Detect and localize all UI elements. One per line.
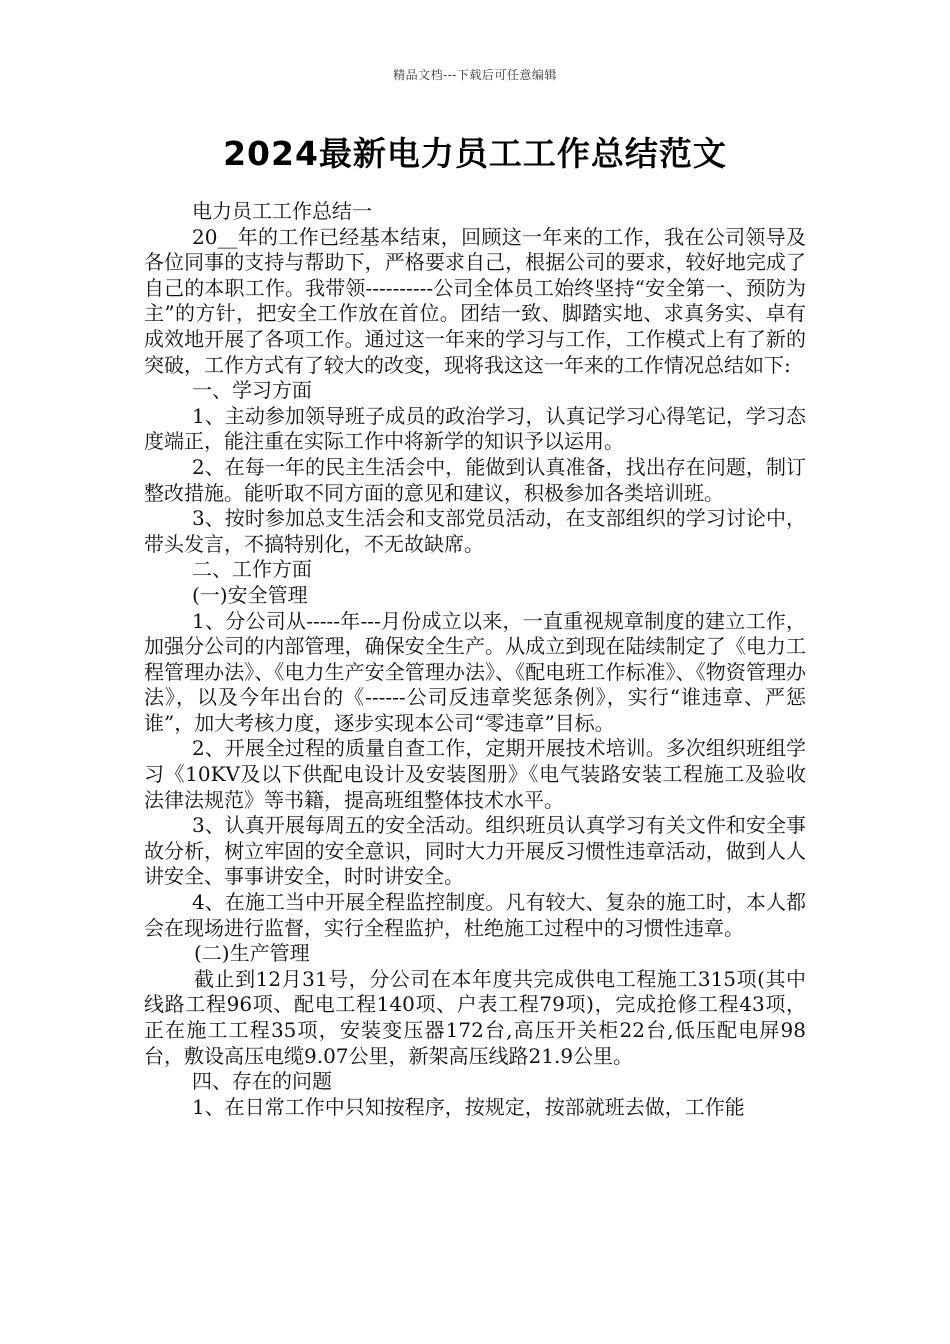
header-note: 精品文档---下载后可任意编辑 — [393, 68, 557, 82]
subsection-heading: (一)安全管理 — [192, 582, 308, 607]
section-heading: 电力员工工作总结一 — [192, 199, 372, 223]
body-paragraph: 2、开展全过程的质量自查工作，定期开展技术培训。多次组织班组学习《10KV及以下供配电设计及安装图册》《电气装路安装工程施工及验收法律法规范》等书籍，提高班组整体技术水平。 — [144, 736, 806, 812]
body-paragraph: 4、在施工当中开展全程监控制度。凡有较大、复杂的施工时，本人都会在现场进行监督，实行全程监护，杜绝施工过程中的习惯性违章。 — [144, 890, 806, 940]
subsection-heading: (二)生产管理 — [194, 941, 310, 966]
section-heading: 一、学习方面 — [192, 378, 312, 403]
section-heading: 二、工作方面 — [192, 557, 312, 582]
body-paragraph: 1、分公司从-----年---月份成立以来，一直重视规章制度的建立工作，加强分公司的内部管理，确保安全生产。从成立到现在陆续制定了《电力工程管理办法》、《电力生产安全管理办法》、《配电班工作标准》、《物资管理办法》，以及今年出台的《------公司反违章奖惩条例》，实行“谁违章、严惩谁”，加大考核力度，逐步实现本公司“零违章”目标。 — [144, 608, 806, 735]
document-title: 2024最新电力员工工作总结范文 — [223, 134, 727, 173]
document-body — [144, 199, 806, 1120]
body-paragraph: 2、在每一年的民主生活会中，能做到认真准备，找出存在问题，制订整改措施。能听取不同方面的意见和建议，积极参加各类培训班。 — [144, 454, 806, 505]
body-paragraph: 20__年的工作已经基本结束，回顾这一年来的工作，我在公司领导及各位同事的支持与帮助下，严格要求自己，根据公司的要求，较好地完成了自己的本职工作。我带领----------公司全体员工始终坚持“安全第一、预防为主”的方针，把安全工作放在首位。团结一致、脚踏实地、求真务实、卓有成效地开展了各项工作。通过这一年来的学习与工作，工作模式上有了新的突破，工作方式有了较大的改变，现将我这这一年来的工作情况总结如下: — [144, 224, 806, 377]
section-heading: 四、存在的问题 — [192, 1069, 332, 1094]
body-paragraph: 3、按时参加总支生活会和支部党员活动，在支部组织的学习讨论中，带头发言，不搞特别化，不无故缺席。 — [144, 506, 806, 556]
body-paragraph: 1、主动参加领导班子成员的政治学习，认真记学习心得笔记，学习态度端正，能注重在实际工作中将新学的知识予以运用。 — [144, 403, 806, 454]
body-paragraph: 3、认真开展每周五的安全活动。组织班员认真学习有关文件和安全事故分析，树立牢固的安全意识，同时大力开展反习惯性违章活动，做到人人讲安全、事事讲安全，时时讲安全。 — [144, 813, 806, 889]
body-paragraph: 1、在日常工作中只知按程序，按规定，按部就班去做，工作能 — [192, 1094, 745, 1119]
body-paragraph: 截止到12月31号，分公司在本年度共完成供电工程施工315项(其中线路工程96项、配电工程140项、户表工程79项)，完成抢修工程43项，正在施工工程35项，安装变压器172台,高压开关柜22台,低压配电屏98台，敷设高压电缆9.07公里，新架高压线路21.9公里。 — [144, 966, 806, 1068]
